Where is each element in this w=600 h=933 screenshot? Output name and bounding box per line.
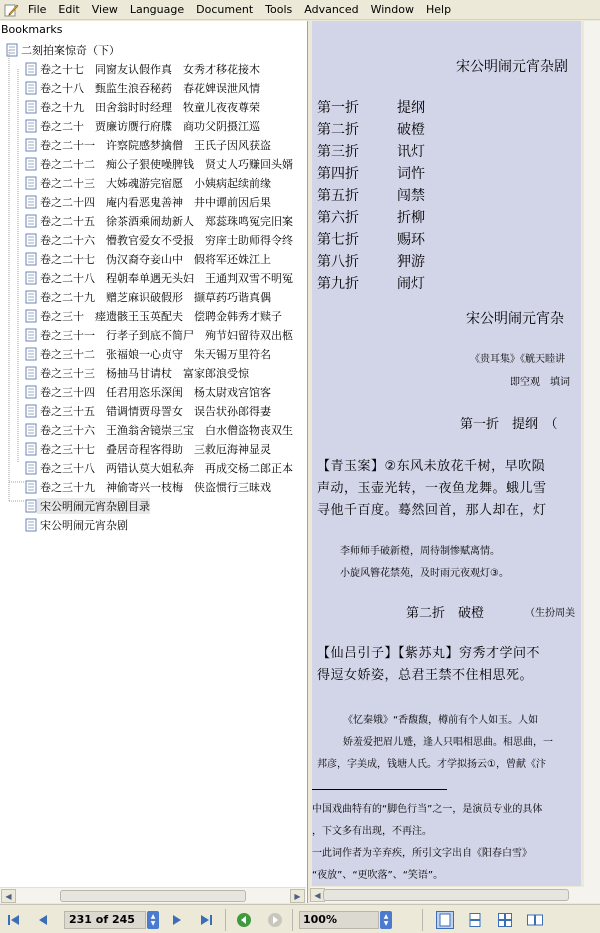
toolbar-separator	[422, 909, 423, 931]
toc-num: 第二折	[317, 122, 359, 138]
bookmark-label: 卷之三十二 张福娘一心贞守 朱天锡万里符名	[40, 347, 271, 361]
bookmark-label: 卷之二十三 大姊魂游完宿愿 小姨病起续前缘	[40, 176, 271, 190]
bookmark-item[interactable]	[0, 154, 306, 173]
act-heading: 第一折 提纲 （	[460, 417, 558, 432]
bookmark-label: 卷之二十七 伪汉裔夺妾山中 假将军还姝江上	[40, 252, 271, 266]
bookmarks-horizontal-scrollbar[interactable]	[0, 887, 306, 903]
bookmark-doc-icon	[25, 328, 37, 342]
document-view	[310, 21, 600, 903]
menu-file[interactable]: File	[28, 2, 47, 16]
menu-bar	[0, 0, 600, 20]
scroll-left-arrow-icon[interactable]: ◀	[1, 889, 16, 903]
toc-title: 赐环	[397, 232, 425, 248]
bookmark-doc-icon	[25, 480, 37, 494]
bookmark-item[interactable]	[0, 287, 306, 306]
paragraph-line: 得逗女娇姿，总君王禁不住相思死。	[317, 668, 534, 683]
bookmark-item[interactable]	[0, 401, 306, 420]
verse-line: 小旋风簪花禁苑，及时雨元夜观灯③。	[340, 568, 509, 579]
document-horizontal-scrollbar[interactable]	[310, 887, 600, 903]
facing-view-icon[interactable]	[496, 911, 514, 929]
page-number-input[interactable]: 231 of 245	[64, 911, 146, 929]
bookmark-item-toc[interactable]	[0, 496, 306, 515]
bookmark-item[interactable]	[0, 97, 306, 116]
toc-title: 词忤	[397, 166, 425, 182]
bookmark-label: 卷之二十 贾廉访赝行府牒 商功父阴摄江巡	[40, 119, 260, 133]
act-note: （生扮周美	[525, 608, 575, 619]
bookmark-item[interactable]	[0, 173, 306, 192]
bookmark-doc-icon	[25, 100, 37, 114]
paragraph-line: 【青玉案】②东风未放花千树，早吹陨	[317, 459, 546, 474]
app-pencil-icon[interactable]	[0, 0, 22, 20]
bookmark-item[interactable]	[0, 325, 306, 344]
paragraph-line: 寻他千百度。蓦然回首，那人却在，灯	[317, 503, 547, 518]
bookmark-doc-icon	[25, 233, 37, 247]
bookmark-item[interactable]	[0, 192, 306, 211]
bookmark-label: 宋公明闹元宵杂剧目录	[37, 498, 150, 514]
previous-page-icon[interactable]	[34, 911, 52, 929]
zoom-spinner-icon[interactable]: ▲ ▼	[380, 911, 392, 929]
continuous-facing-view-icon[interactable]	[526, 911, 544, 929]
bookmarks-panel	[0, 21, 308, 903]
bookmark-doc-icon	[25, 366, 37, 380]
bookmark-item[interactable]	[0, 477, 306, 496]
verse-line: 李师师手破新橙，周待制惨赋离情。	[340, 546, 500, 557]
footnote-line: ，下文多有出现，不再注。	[312, 826, 432, 837]
forward-icon[interactable]	[266, 911, 284, 929]
bookmark-label: 卷之二十八 程朝奉单遇无头妇 王通判双雪不明冤	[40, 271, 293, 285]
paragraph-line: 【仙吕引子】【紫苏丸】穷秀才学问不	[317, 646, 541, 661]
bookmark-label: 卷之三十八 两错认莫大姐私奔 再成交杨二郎正本	[40, 461, 293, 475]
footnote-line: “夜放”、“更吹落”、“笑语”。	[312, 870, 444, 881]
bookmark-label: 卷之三十三 杨抽马甘请杖 富家郎浪受惊	[40, 366, 249, 380]
toc-num: 第八折	[317, 254, 359, 270]
source-line: 《贵耳集》《觥天睦讲	[470, 354, 565, 365]
bookmark-item[interactable]	[0, 249, 306, 268]
paragraph-line: 娇羞爱把眉儿蹙，逢人只唱相思曲。相思曲，一	[343, 737, 553, 748]
toolbar-separator	[292, 909, 293, 931]
scrollbar-thumb[interactable]	[60, 890, 246, 902]
toolbar-separator	[225, 909, 226, 931]
bookmark-label: 二刻拍案惊奇（下）	[21, 43, 120, 57]
bookmark-label: 卷之二十四 庵内看恶鬼善神 井中谭前因后果	[40, 195, 271, 209]
bookmark-doc-icon	[25, 119, 37, 133]
scroll-left-arrow-icon[interactable]: ◀	[310, 888, 325, 902]
bookmark-label: 卷之三十四 任君用恣乐深闺 杨太尉戏宫馆客	[40, 385, 271, 399]
bookmark-doc-icon	[25, 461, 37, 475]
toc-title: 闹灯	[397, 276, 425, 292]
menu-document[interactable]: Document	[196, 2, 254, 16]
bookmark-item[interactable]	[0, 116, 306, 135]
toc-title: 破橙	[397, 122, 425, 138]
bookmark-item[interactable]	[0, 344, 306, 363]
act-heading: 第二折 破橙	[406, 606, 485, 621]
bookmark-label: 宋公明闹元宵杂剧	[40, 518, 128, 532]
bookmark-label: 卷之二十一 许察院感梦擒僧 王氏子因风获盗	[40, 138, 271, 152]
bookmark-doc-icon	[25, 81, 37, 95]
menu-help[interactable]: Help	[425, 2, 452, 16]
bookmark-item[interactable]	[0, 363, 306, 382]
play-heading: 宋公明闹元宵杂	[466, 311, 564, 327]
toc-title: 讯灯	[397, 144, 425, 160]
bookmark-label: 卷之十七 同窗友认假作真 女秀才移花接木	[40, 62, 260, 76]
bookmark-item[interactable]	[0, 420, 306, 439]
bookmark-doc-icon	[25, 347, 37, 361]
bookmark-doc-icon	[25, 176, 37, 190]
bookmark-label: 卷之二十六 懵教官爱女不受报 穷庠士助师得令终	[40, 233, 293, 247]
toc-num: 第六折	[317, 210, 359, 226]
paragraph-line: 声动，玉壶光转，一夜鱼龙舞。蛾儿雪	[317, 481, 547, 496]
bookmark-doc-icon	[25, 423, 37, 437]
menu-window[interactable]: Window	[370, 2, 414, 16]
bookmark-doc-icon	[25, 138, 37, 152]
play-title: 宋公明闹元宵杂剧	[456, 59, 568, 75]
continuous-view-icon[interactable]	[466, 911, 484, 929]
bookmark-doc-icon	[6, 43, 18, 57]
toc-title: 狎游	[397, 254, 425, 270]
bookmark-doc-icon	[25, 404, 37, 418]
toc-num: 第七折	[317, 232, 359, 248]
bookmark-doc-icon	[25, 442, 37, 456]
toc-num: 第一折	[317, 100, 359, 116]
bookmark-label: 卷之三十六 王渔翁舍镜崇三宝 白水僧盗物丧双生	[40, 423, 293, 437]
next-page-icon[interactable]	[168, 911, 186, 929]
menu-advanced[interactable]: Advanced	[304, 2, 359, 16]
bookmark-label: 卷之三十九 神偷寄兴一枝梅 侠盗惯行三昧戏	[40, 480, 271, 494]
paragraph-line: 邦彦，字美成，钱塘人氏。才学拟扬云①，曾献《汴	[317, 759, 546, 770]
bookmark-doc-icon	[25, 214, 37, 228]
menu-edit[interactable]: Edit	[58, 2, 80, 16]
bookmark-item[interactable]	[0, 135, 306, 154]
bookmark-label: 卷之三十五 错调情贾母詈女 误告状孙郎得妻	[40, 404, 271, 418]
bookmark-item[interactable]	[0, 439, 306, 458]
paragraph-line: 《忆秦娥》“香馥馥，樽前有个人如玉。人如	[343, 715, 539, 726]
document-page	[312, 21, 581, 886]
bookmark-doc-icon	[25, 499, 37, 513]
bookmark-doc-icon	[25, 290, 37, 304]
footnote-line: 中国戏曲特有的“脚色行当”之一，是演员专业的具体	[312, 804, 543, 815]
toc-num: 第四折	[317, 166, 359, 182]
bookmark-doc-icon	[25, 271, 37, 285]
page-spinner-icon[interactable]: ▲ ▼	[147, 911, 159, 929]
menu-tools[interactable]: Tools	[265, 2, 293, 16]
toc-title: 闯禁	[397, 188, 425, 204]
toc-title: 提纲	[397, 100, 425, 116]
bookmark-item[interactable]	[0, 59, 306, 78]
menu-language[interactable]: Language	[129, 2, 185, 16]
bookmark-root[interactable]	[0, 40, 306, 59]
bookmark-label: 卷之二十二 痴公子狠使噪脾钱 贤丈人巧赚回头婿	[40, 157, 293, 171]
bookmark-item[interactable]	[0, 382, 306, 401]
bookmark-label: 卷之三十 瘗遗骸王玉英配夫 偿聘金韩秀才赎子	[40, 309, 282, 323]
scrollbar-thumb[interactable]	[323, 889, 569, 901]
bookmark-label: 卷之十九 田舍翁时时经理 牧童儿夜夜尊荣	[40, 100, 260, 114]
zoom-input[interactable]: 100%	[299, 911, 379, 929]
bookmark-item[interactable]	[0, 78, 306, 97]
bookmark-item-play[interactable]	[0, 515, 306, 534]
menu-view[interactable]: View	[91, 2, 118, 16]
back-icon[interactable]	[235, 911, 253, 929]
document-vertical-scrollbar[interactable]	[584, 21, 600, 887]
bookmark-label: 卷之二十九 赠芝麻识破假形 撷草药巧谐真偶	[40, 290, 271, 304]
footnote-divider	[312, 789, 447, 790]
bookmarks-title: Bookmarks	[1, 23, 63, 36]
bookmark-doc-icon	[25, 157, 37, 171]
bookmark-doc-icon	[25, 309, 37, 323]
toc-num: 第九折	[317, 276, 359, 292]
bookmark-item[interactable]	[0, 268, 306, 287]
bookmark-label: 卷之三十七 叠居奇程客得助 三救厄海神显灵	[40, 442, 271, 456]
bookmark-label: 卷之十八 甄监生浪吞秘药 春花婢误泄风情	[40, 81, 260, 95]
bookmark-doc-icon	[25, 252, 37, 266]
author-line: 即空观 填词	[510, 377, 570, 388]
first-page-icon[interactable]	[5, 911, 23, 929]
bookmark-item[interactable]	[0, 306, 306, 325]
toc-num: 第三折	[317, 144, 359, 160]
bookmark-doc-icon	[25, 385, 37, 399]
bookmark-doc-icon	[25, 518, 37, 532]
single-page-view-icon[interactable]	[436, 911, 454, 929]
bookmark-doc-icon	[25, 195, 37, 209]
bookmark-label: 卷之三十一 行孝子到底不简尸 殉节妇留待双出柩	[40, 328, 293, 342]
bookmark-label: 卷之二十五 徐茶酒乘闹劫新人 郑蕊珠鸣冤完旧案	[40, 214, 293, 228]
bookmark-item[interactable]	[0, 230, 306, 249]
bookmark-doc-icon	[25, 62, 37, 76]
bookmark-item[interactable]	[0, 211, 306, 230]
footnote-line: 一此词作者为辛弃疾，所引文字出自《阳春白雪》	[312, 848, 532, 859]
toc-title: 折柳	[397, 210, 425, 226]
navigation-toolbar	[0, 904, 600, 933]
bookmark-tree	[0, 40, 306, 534]
last-page-icon[interactable]	[197, 911, 215, 929]
bookmark-item[interactable]	[0, 458, 306, 477]
toc-num: 第五折	[317, 188, 359, 204]
scroll-right-arrow-icon[interactable]: ▶	[290, 889, 305, 903]
